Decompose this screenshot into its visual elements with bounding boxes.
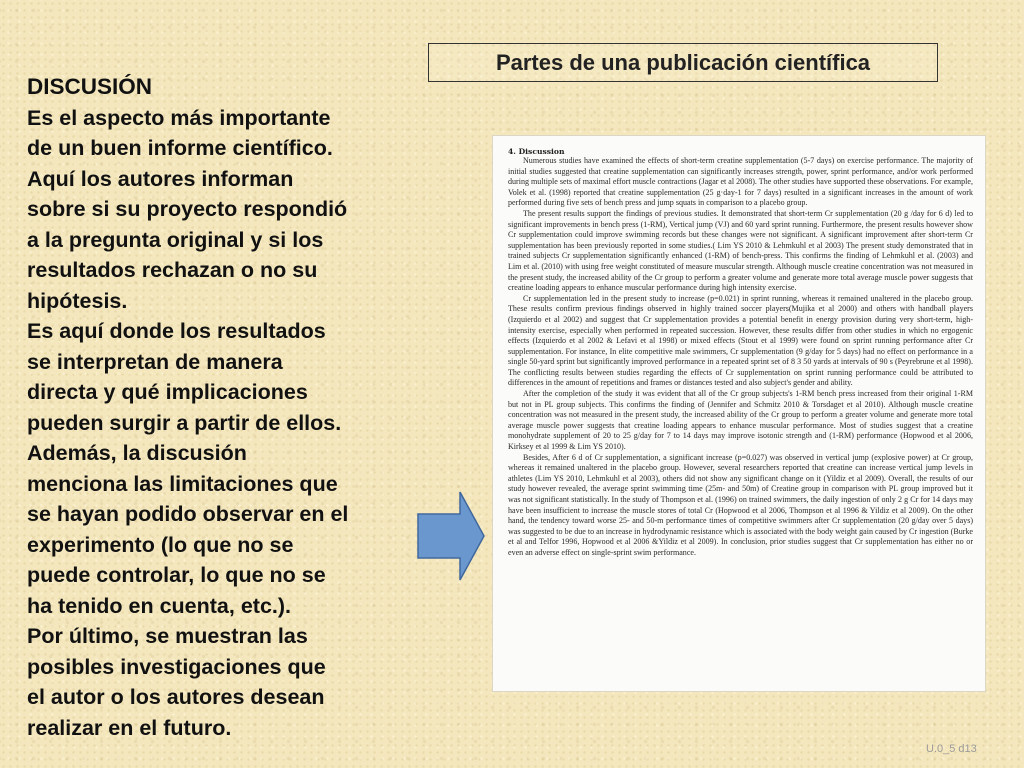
paper-paragraph: Besides, After 6 d of Cr supplementation, a significant increase (p=0.027) was observed in vertical jump (explosive power) at Cr group, whereas it remained unaltered in the placebo group. However, several researchers reported that creatine can increase vertical jump levels in athletes (Lim YS 2010, Lehmkuhl et al 2003), others did not show any significant change on it (Yildiz et al 2009). Overall, the results of our study however revealed, the average sprint swimming time (25m- and 50m) of Creatine group in comparison with PL group improved but it was not significant statistically. In the study of Thompson et al. (1996) on trained swimmers, the daily ingestion of only 2 g Cr for 14 days may have been insufficient to increase the muscle stores of total Cr (Hopwood et al 2006, Thompson et al 1996 & Yildiz et al 2009). On the other hand, the tendency toward worse 25- and 50-m performance times of competitive swimmers after Cr supplementation (20 g/day over 5 days) was suggested to be due to an increase in hydrodynamic resistance which is associated with the body weight gain caused by Cr ingestion (Burke et al and Telfor 1996, Hopwood et al 2006 &Yildiz et al 2009). In conclusion, prior studies suggest that Cr supplementation has either no or even an adverse effect on single-sprint swim performance. bbox=[508, 452, 973, 557]
body-line: de un buen informe científico. bbox=[27, 136, 333, 160]
paper-section-heading: 4. Discussion bbox=[508, 147, 565, 156]
body-line: posibles investigaciones que bbox=[27, 654, 326, 679]
body-line: a la pregunta original y si los bbox=[27, 227, 324, 252]
body-line: puede controlar, lo que no se bbox=[27, 563, 326, 587]
discussion-text-block bbox=[27, 72, 427, 743]
body-line: Por último, se muestran las bbox=[27, 624, 308, 648]
body-line: directa y qué implicaciones bbox=[27, 380, 308, 404]
body-line: se interpretan de manera bbox=[27, 349, 283, 374]
body-line: sobre si su proyecto respondió bbox=[27, 197, 348, 221]
slide-footer-code: U.0_5 d13 bbox=[926, 743, 977, 755]
body-line: Aquí los autores informan bbox=[27, 166, 294, 191]
body-line: hipótesis. bbox=[27, 288, 128, 313]
arrow-shape bbox=[418, 492, 484, 580]
body-line: Es aquí donde los resultados bbox=[27, 319, 326, 343]
paper-paragraph: The present results support the findings of previous studies. It demonstrated that short-term Cr supplementation (20 g /day for 6 d) led to significant improvements in bench press (1-RM), Vertical jump (VJ) and 60 yard sprint running. Furthermore, the present results however show Cr supplementation could improve swimming records but these changes were not significant. A significant improvement after short-term Cr supplementation has been previously reported in some studies.( Lim YS 2010 & Lehmkuhl et al 2003) The present study demonstrated that in trained subjects Cr supplementation significantly enhanced (1-RM) of bench-press. This confirms the finding of Lehmkuhl et al. (2003) and Lim et al. (2010) with using free weight constituted of measure muscular strength. Although muscle creatine concentration was not measured in the present study, the increased ability of the Cr group to perform a greater volume and generate more total average muscle power suggests that creatine loading appears to enhance muscular performance during high intensity exercise. bbox=[508, 208, 973, 293]
body-line: menciona las limitaciones que bbox=[27, 471, 338, 496]
section-heading: DISCUSIÓN bbox=[27, 74, 153, 99]
body-line: realizar en el futuro. bbox=[27, 715, 232, 740]
paper-page-image bbox=[493, 136, 985, 691]
body-line: Es el aspecto más importante bbox=[27, 105, 331, 130]
body-line: se hayan podido observar en el bbox=[27, 502, 349, 526]
body-line: resultados rechazan o no su bbox=[27, 258, 318, 282]
body-line: Además, la discusión bbox=[27, 441, 247, 465]
body-line: ha tenido en cuenta, etc.). bbox=[27, 593, 292, 618]
right-arrow-icon bbox=[416, 490, 486, 582]
body-line: experimento (lo que no se bbox=[27, 532, 294, 557]
body-line: pueden surgir a partir de ellos. bbox=[27, 410, 342, 435]
paper-paragraph: Cr supplementation led in the present study to increase (p=0.021) in sprint running, whereas it remained unaltered in the placebo group. These results confirm previous findings observed in highly trained soccer players(Mujika et al 2000) and others with handball players (Izquierdo et al 2002) and suggest that Cr supplementation provides a potential benefit in energy provision during very short-term, high-intensity exercise, especially when performed in repeated succession. However, these results differ from other studies in which no ergogenic effects (Izquierdo et al 2002 & Lefavi et al 1998) or mixed effects (Stout et al 1999) were found on sprint running performance after Cr supplementation. For instance, In elite competitive male swimmers, Cr supplementation (9 g/day for 5 days) had no effect on performance in a single 50-yard sprint but significantly improved performance in a repeated sprint set of 8 3 50 yards at intervals of 90 s (Peyrebrune et al 1998). The conflicting results between studies regarding the effects of Cr supplementation on sprint running performance could be attributed to differences in the amount of repetitions and frames or distances tested and also subject's gender and ability. bbox=[508, 293, 973, 388]
paper-paragraph: After the completion of the study it was evident that all of the Cr group subjects's 1-RM bench press increased from their original 1-RM but not in PL group subjects. This confirms the finding of (Jennifer and Schmitz 2010 & Torsdaget et al 2010). Although muscle creatine concentration was not measured in the present study, the increased ability of the Cr group to perform a greater volume and generate more total average muscle power suggests that creatine loading appears to enhance muscular performance. Most of studies suggest that a creatine monohydrate supplement of 20 to 25 g/day for 7 to 14 days may improve isotonic strength and (1-RM) performance (Hopwood et al 2006, Kirksey et al 1999 & Lim YS 2010). bbox=[508, 389, 973, 452]
slide-title: Partes de una publicación científica bbox=[428, 43, 938, 82]
paper-paragraph: Numerous studies have examined the effects of short-term creatine supplementation (5-7 days) on exercise performance. The majority of initial studies suggested that creatine supplementation can significantly increases strength, power, sprint performance, and/or work performed during multiple sets of maximal effort muscle contractions (Jagar et al 2008). The other studies have supported these observations. For example, Volek et al. (1998) reported that creatine supplementation (25 g·day-1 for 7 days) resulted in a significant increases in the amount of work performed during five sets of bench press and jump squats in comparison to a placebo group. bbox=[508, 156, 973, 208]
body-line: el autor o los autores desean bbox=[27, 685, 325, 709]
